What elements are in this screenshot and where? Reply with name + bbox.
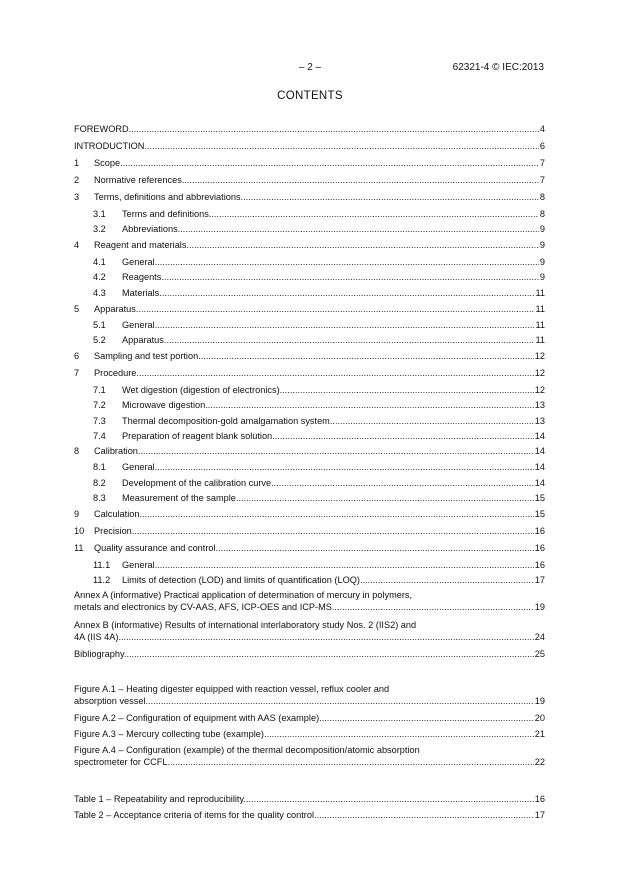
- toc-entry-7-2[interactable]: 7.2 Microwave digestion ..... 13: [93, 399, 545, 411]
- toc-entry-7-3[interactable]: 7.3 Thermal decomposition-gold amalgamation system ..... 13: [93, 415, 545, 427]
- toc-entry-1[interactable]: 1 Scope ..... 7: [74, 157, 545, 169]
- toc-entry-11-1[interactable]: 11.1 General ..... 16: [93, 559, 545, 571]
- toc-entry-3-1[interactable]: 3.1 Terms and definitions ..... 8: [93, 208, 545, 220]
- toc-entry-annex-a[interactable]: Annex A (informative) Practical application of determination of mercury in polymers, metals and electronics by CV-AAS, AFS, ICP-OES and ICP-MS ..... 19: [74, 589, 545, 613]
- toc-entry-5[interactable]: 5 Apparatus ..... 11: [74, 303, 545, 315]
- toc-entry-5-1[interactable]: 5.1 General ..... 11: [93, 319, 545, 331]
- page-title: CONTENTS: [277, 90, 343, 102]
- toc-entry-8-3[interactable]: 8.3 Measurement of the sample ..... 15: [93, 492, 545, 504]
- toc-entry-7[interactable]: 7 Procedure ..... 12: [74, 367, 545, 379]
- toc-entry-6[interactable]: 6 Sampling and test portion ..... 12: [74, 350, 545, 362]
- toc-entry-7-1[interactable]: 7.1 Wet digestion (digestion of electronics) ..... 12: [93, 384, 545, 396]
- toc-entry-9[interactable]: 9 Calculation ..... 15: [74, 508, 545, 520]
- toc-entry-5-2[interactable]: 5.2 Apparatus ..... 11: [93, 334, 545, 346]
- toc-entry-bibliography[interactable]: Bibliography ..... 25: [74, 648, 545, 660]
- page-number: – 2 –: [298, 62, 322, 73]
- standard-reference: 62321-4 © IEC:2013: [452, 62, 544, 73]
- figure-entry-a1[interactable]: Figure A.1 – Heating digester equipped with reaction vessel, reflux cooler and absorption vessel ..... 19: [74, 683, 545, 707]
- toc-entry-7-4[interactable]: 7.4 Preparation of reagent blank solution ..... 14: [93, 430, 545, 442]
- toc-entry-4-3[interactable]: 4.3 Materials ..... 11: [93, 287, 545, 299]
- toc-entry-2[interactable]: 2 Normative references ..... 7: [74, 174, 545, 186]
- toc-entry-8-1[interactable]: 8.1 General ..... 14: [93, 461, 545, 473]
- toc-entry-10[interactable]: 10 Precision ..... 16: [74, 525, 545, 537]
- toc-entry-11[interactable]: 11 Quality assurance and control ..... 16: [74, 542, 545, 554]
- toc-entry-4-2[interactable]: 4.2 Reagents ..... 9: [93, 271, 545, 283]
- toc-entry-4[interactable]: 4 Reagent and materials ..... 9: [74, 239, 545, 251]
- table-entry-1[interactable]: Table 1 – Repeatability and reproducibility ..... 16: [74, 793, 545, 805]
- toc-entry-4-1[interactable]: 4.1 General ..... 9: [93, 256, 545, 268]
- toc-entry-3[interactable]: 3 Terms, definitions and abbreviations ..... 8: [74, 191, 545, 203]
- toc-entry-8-2[interactable]: 8.2 Development of the calibration curve ..... 14: [93, 477, 545, 489]
- table-entry-2[interactable]: Table 2 – Acceptance criteria of items for the quality control ..... 17: [74, 809, 545, 821]
- toc-entry-introduction[interactable]: INTRODUCTION ..... 6: [74, 140, 545, 152]
- toc-entry-annex-b[interactable]: Annex B (informative) Results of international interlaboratory study Nos. 2 (IIS2) and 4A (IIS 4A) ..... 24: [74, 619, 545, 643]
- figure-entry-a3[interactable]: Figure A.3 – Mercury collecting tube (example) ..... 21: [74, 728, 545, 740]
- figure-entry-a4[interactable]: Figure A.4 – Configuration (example) of the thermal decomposition/atomic absorption spectrometer for CCFL ..... 22: [74, 744, 545, 768]
- toc-entry-foreword[interactable]: FOREWORD ..... 4: [74, 123, 545, 135]
- figure-entry-a2[interactable]: Figure A.2 – Configuration of equipment with AAS (example) ..... 20: [74, 712, 545, 724]
- toc-entry-3-2[interactable]: 3.2 Abbreviations ..... 9: [93, 223, 545, 235]
- toc-entry-8[interactable]: 8 Calibration ..... 14: [74, 445, 545, 457]
- toc-entry-11-2[interactable]: 11.2 Limits of detection (LOD) and limits of quantification (LOQ) ..... 17: [93, 574, 545, 586]
